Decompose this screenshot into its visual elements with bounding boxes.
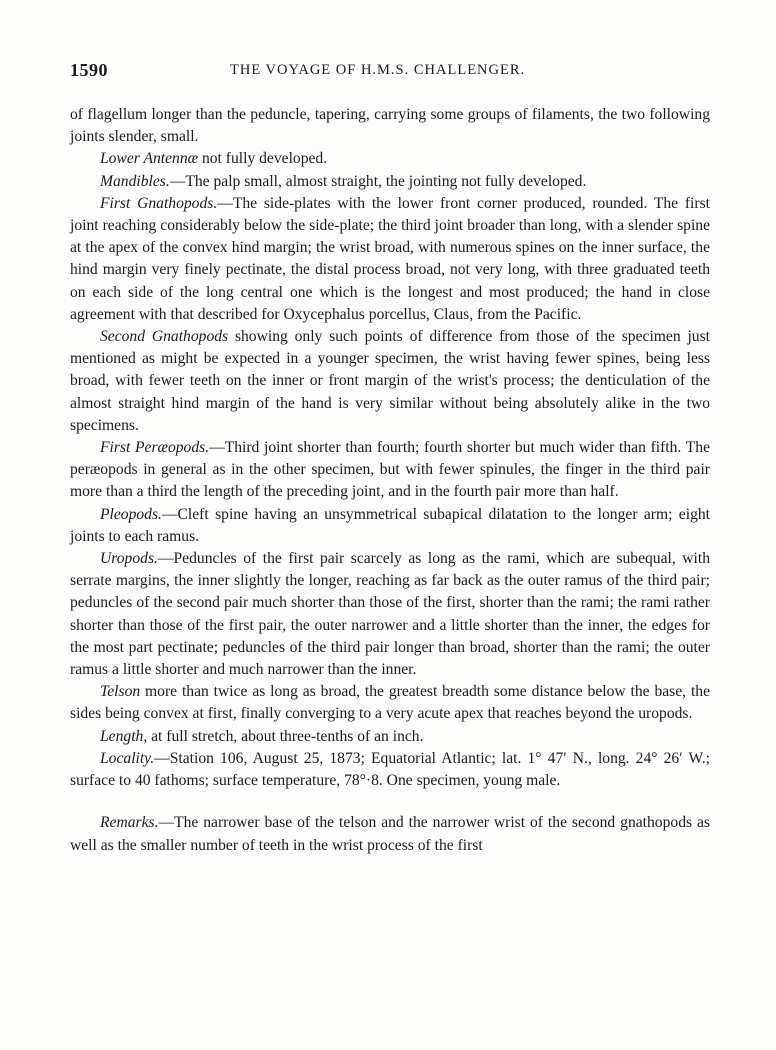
term-uropods: Uropods. (100, 550, 158, 568)
paragraph-locality: Locality.—Station 106, August 25, 1873; Equatorial Atlantic; lat. 1° 47′ N., long. 24° 26′ W.; surface to 40 fathoms; surface temperature, 78°·8. One specimen, young male. (70, 749, 710, 790)
body-text (70, 104, 710, 857)
paragraph-first-peraeopods: First Peræopods.—Third joint shorter than fourth; fourth shorter but much wider than fifth. The peræopods in general as in the other specimen, but with fewer spinules, the finger in the third pair more than a third the length of the preceding joint, and in the fourth pair more than half. (70, 439, 710, 501)
paragraph-mandibles: Mandibles.—The palp small, almost straight, the jointing not fully developed. (100, 172, 587, 190)
term-first-gnathopods: First Gnathopods. (100, 194, 218, 212)
term-locality: Locality. (100, 749, 155, 767)
term-remarks: Remarks. (100, 814, 159, 832)
paragraph-pleopods: Pleopods.—Cleft spine having an unsymmetrical subapical dilatation to the longer arm; eight joints to each ramus. (70, 505, 710, 545)
paragraph-remarks: Remarks.—The narrower base of the telson and the narrower wrist of the second gnathopods as well as the smaller number of teeth in the wrist process of the first (70, 814, 710, 854)
paragraph-first-gnathopods: First Gnathopods.—The side-plates with the lower front corner produced, rounded. The first joint reaching considerably below the side-plate; the third joint broader than long, with a slender spine at the apex of the convex hind margin; the wrist broad, with numerous spines on the inner surface, the hind margin very finely pectinate, the distal process broad, not very long, with three graduated teeth on each side of the long central one which is the longest and most produced; the hand in close agreement with that described for Oxycephalus porcellus, Claus, from the Pacific. (70, 194, 710, 323)
paragraph-second-gnathopods: Second Gnathopods showing only such points of difference from those of the specimen just mentioned as might be expected in a younger specimen, the wrist having fewer spines, being less broad, with fewer teeth on the inner or front margin of the wrist's process; the denticulation of the almost straight hind margin of the hand is very similar without being absolutely alike in the two specimens. (70, 328, 710, 434)
term-pleopods: Pleopods. (100, 505, 162, 523)
running-title: THE VOYAGE OF H.M.S. CHALLENGER. (230, 62, 526, 78)
paragraph-lower-antennae: Lower Antennæ not fully developed. (100, 150, 328, 168)
paragraph-flagellum: of flagellum longer than the peduncle, tapering, carrying some groups of filaments, the two following joints slender, small. (70, 106, 710, 146)
term-second-gnathopods: Second Gnathopods (100, 328, 229, 346)
term-lower-antennae: Lower Antennæ (100, 150, 199, 168)
paragraph-telson: Telson more than twice as long as broad, the greatest breadth some distance below the base, the sides being convex at first, finally converging to a very acute apex that reaches beyond the uropods. (70, 683, 710, 723)
term-length: Length, (100, 727, 148, 745)
page-header (70, 60, 710, 84)
term-first-peraeopods: First Peræopods. (100, 439, 210, 457)
paragraph-uropods: Uropods.—Peduncles of the first pair scarcely as long as the rami, which are subequal, with serrate margins, the inner slightly the longer, reaching as far back as the outer ramus of the third pair; peduncles of the second pair much shorter than those of the first, shorter than the rami; the rami rather shorter than those of the first pair, the outer narrower and a little shorter than the inner, the edges for the most part pectinate; peduncles of the third pair longer than broad, shorter than the rami; the outer ramus a little shorter and much narrower than the inner. (70, 550, 710, 679)
page-number: 1590 (70, 60, 108, 80)
term-telson: Telson (100, 683, 141, 701)
paragraph-length: Length, at full stretch, about three-tenths of an inch. (100, 727, 424, 745)
term-mandibles: Mandibles. (100, 172, 170, 190)
